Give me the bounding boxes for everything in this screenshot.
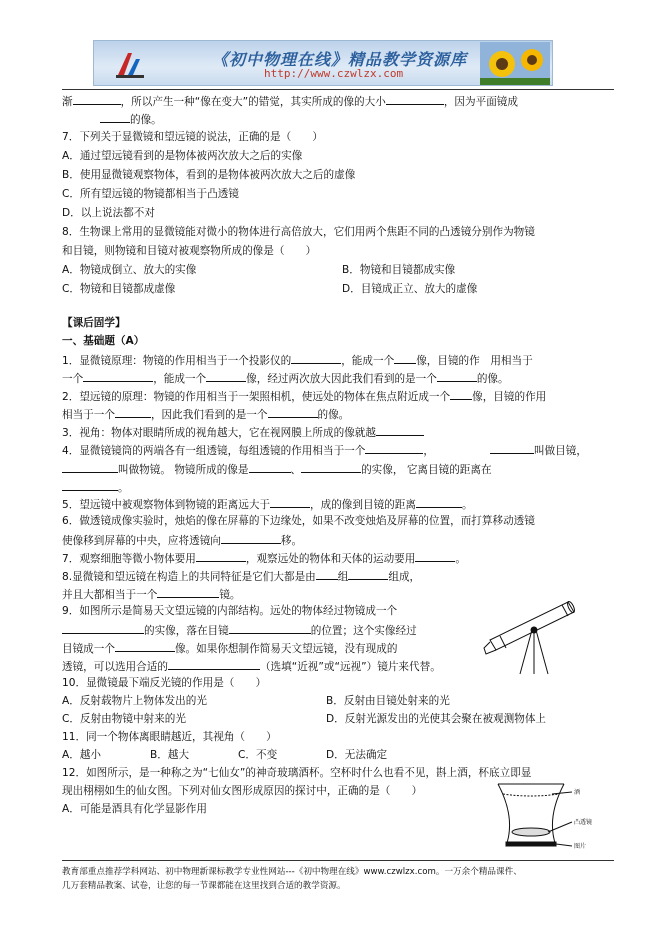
banner-title: 《初中物理在线》精品教学资源库 — [212, 50, 468, 69]
q8-option-c: C．物镜和目镜都成虚像 — [62, 283, 176, 295]
question-10: 10．显微镜最下端反光镜的作用是（ ） — [62, 677, 267, 689]
q11-option-a: A．越小 — [62, 749, 102, 761]
label-wine: 酒 — [574, 789, 581, 796]
item-8-cont: 并且大都相当于一个 镜。 — [62, 586, 241, 602]
text-line: 渐 ，所以产生一种“像在变大”的错觉，其实所成的像的大小 ，因为平面镜成 — [62, 93, 518, 109]
q10-option-a: A．反射载物片上物体发出的光 — [62, 695, 207, 707]
question-7: 7．下列关于显微镜和望远镜的说法，正确的是（ ） — [62, 131, 323, 143]
q10-option-b: B．反射由目镜处射来的光 — [326, 695, 450, 707]
footer-line-1: 教育部重点推荐学科网站、初中物理新课标教学专业性网站---《初中物理在线》www.czwlzx.com。一万余个精品课件、 — [62, 867, 522, 877]
q11-option-b: B．越大 — [150, 749, 190, 761]
header-rule — [62, 89, 614, 90]
q8-option-b: B．物镜和目镜都成实像 — [342, 264, 456, 276]
question-12: 12．如图所示，是一种称之为“七仙女”的神奇玻璃酒杯。空杯时什么也看不见，斟上酒，杯底立即显 — [62, 767, 532, 779]
text-line: 的像。 — [100, 111, 162, 127]
header-banner — [93, 40, 553, 86]
item-9-cont: 的实像，落在目镜 的位置；这个实像经过 — [62, 622, 417, 638]
q7-option-d: D．以上说法都不对 — [62, 207, 155, 219]
item-3: 3．视角：物体对眼睛所成的视角越大，它在视网膜上所成的像就越 — [62, 424, 424, 440]
item-2: 2．望远镜的原理：物镜的作用相当于一架照相机，使远处的物体在焦点附近成一个 像，目镜的作用 — [62, 388, 546, 404]
question-11: 11．同一个物体离眼睛越近，其视角（ ） — [62, 731, 277, 743]
item-8: 8.显微镜和望远镜在构造上的共同特征是它们大都是由 组 组成， — [62, 568, 420, 584]
item-2-cont: 相当于一个 ，因此我们看到的是一个 的像。 — [62, 406, 349, 422]
q10-option-c: C．反射由物镜中射来的光 — [62, 713, 186, 725]
section-heading: 【课后固学】 — [62, 317, 126, 329]
wine-cup-figure — [494, 780, 604, 856]
label-convex-lens: 凸透镜 — [574, 819, 593, 826]
label-picture: 图片 — [574, 843, 587, 850]
item-4-cont: 叫做物镜。 物镜所成的像是 、 的实像， 它离目镜的距离在 — [62, 461, 492, 477]
item-7: 7．观察细胞等微小物体要用 ，观察远处的物体和天体的运动要用 。 — [62, 550, 466, 566]
q8-option-a: A．物镜成倒立、放大的实像 — [62, 264, 197, 276]
question-8-cont: 和目镜，则物镜和目镜对被观察物所成的像是（ ） — [62, 245, 317, 257]
q10-option-d: D．反射光源发出的光使其会聚在被观测物体上 — [326, 713, 547, 725]
question-8: 8．生物课上常用的显微镜能对微小的物体进行高倍放大，它们用两个焦距不同的凸透镜分别作为物镜 — [62, 226, 535, 238]
item-6: 6．做透镜成像实验时，烛焰的像在屏幕的下边缘处，如果不改变烛焰及屏幕的位置，而打算移动透镜 — [62, 515, 535, 527]
sunflower-icon — [480, 42, 550, 86]
item-5: 5．望远镜中被观察物体到物镜的距离远大于 ，成的像到目镜的距离 。 — [62, 496, 473, 512]
item-4: 4．显微镜镜筒的两端各有一组透镜，每组透镜的作用相当于一个 ， 叫做目镜， — [62, 442, 587, 458]
footer-rule — [62, 860, 614, 861]
subsection-heading: 一、基础题（A） — [62, 335, 145, 347]
item-9: 9．如图所示是简易天文望远镜的内部结构。远处的物体经过物镜成一个 — [62, 605, 398, 617]
item-6-cont: 使像移到屏幕的中央，应将透镜向 移。 — [62, 532, 302, 548]
item-9-cont3: 透镜，可以选用合适的 （选填“近视”或“远视”）镜片来代替。 — [62, 658, 441, 674]
question-12-cont: 现出栩栩如生的仙女图。下列对仙女图形成原因的探讨中，正确的是（ ） — [62, 785, 423, 797]
item-1: 1．显微镜原理：物镜的作用相当于一个投影仪的 ，能成一个 像，目镜的作 用相当于 — [62, 352, 533, 368]
q7-option-c: C．所有望远镜的物镜都相当于凸透镜 — [62, 188, 239, 200]
q11-option-c: C．不变 — [238, 749, 278, 761]
q11-option-d: D．无法确定 — [326, 749, 388, 761]
q7-option-b: B．使用显微镜观察物体，看到的是物体被两次放大之后的虚像 — [62, 169, 356, 181]
telescope-figure — [480, 596, 580, 676]
item-4-end: 。 — [62, 479, 129, 495]
site-logo-icon — [114, 49, 146, 79]
item-1-cont: 一个 ，能成一个 像，经过两次放大因此我们看到的是一个 的像。 — [62, 370, 509, 386]
q7-option-a: A．通过望远镜看到的是物体被两次放大之后的实像 — [62, 150, 303, 162]
q8-option-d: D．目镜成正立、放大的虚像 — [342, 283, 478, 295]
q12-option-a: A．可能是酒具有化学显影作用 — [62, 803, 207, 815]
banner-url: http://www.czwlzx.com — [264, 67, 404, 80]
footer-line-2: 几万套精品教案、试卷，让您的每一节课都能在这里找到合适的教学资源。 — [62, 881, 346, 891]
item-9-cont2: 目镜成一个 像。如果你想制作简易天文望远镜，没有现成的 — [62, 640, 397, 656]
